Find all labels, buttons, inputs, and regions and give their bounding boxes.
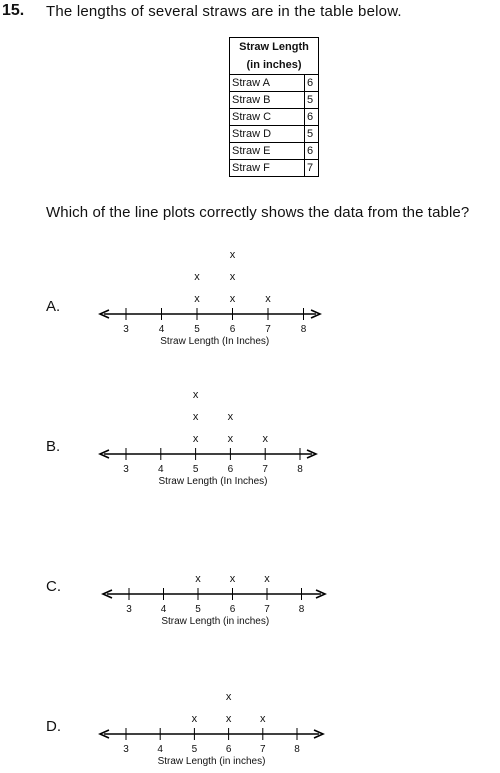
straw-value: 7 — [305, 160, 319, 177]
tick-label: 5 — [191, 744, 198, 755]
data-mark-x: x — [225, 713, 232, 725]
data-mark-x: x — [229, 249, 236, 261]
data-mark-x: x — [192, 411, 199, 423]
tick-label: 4 — [160, 604, 167, 615]
straw-name: Straw D — [230, 126, 305, 143]
data-mark-x: x — [260, 713, 266, 725]
tick-label: 6 — [225, 744, 232, 755]
tick-label: 8 — [300, 324, 307, 335]
data-mark-x: x — [192, 389, 199, 401]
question-number: 15. — [2, 2, 25, 19]
data-mark-x: x — [195, 573, 201, 585]
option-a-label[interactable]: A. — [46, 298, 61, 315]
line-plot-option-b[interactable] — [0, 380, 500, 495]
option-d-label[interactable]: D. — [46, 718, 61, 735]
tick-label: 4 — [158, 464, 164, 475]
data-mark-x: x — [192, 433, 199, 445]
tick-label: 3 — [123, 324, 129, 335]
tick-label: 7 — [262, 464, 268, 475]
table-header-line2: (in inches) — [246, 59, 302, 71]
question-text: The lengths of several straws are in the table below. — [46, 3, 402, 20]
straw-value: 6 — [305, 143, 319, 160]
table-header — [230, 38, 319, 75]
table-row — [230, 160, 319, 177]
tick-label: 5 — [192, 464, 199, 475]
data-mark-x: x — [194, 293, 200, 305]
table-row — [230, 126, 319, 143]
data-mark-x: x — [264, 573, 270, 585]
tick-label: 8 — [297, 464, 303, 475]
tick-label: 8 — [294, 744, 300, 755]
data-mark-x: x — [227, 433, 234, 445]
data-mark-x: x — [229, 271, 236, 283]
table-row — [230, 143, 319, 160]
straw-name: Straw A — [230, 75, 305, 92]
table-header-row — [230, 38, 319, 75]
straw-value: 5 — [305, 126, 319, 143]
axis-label: Straw Length (In Inches) — [160, 336, 270, 347]
axis-label: Straw Length (In Inches) — [158, 476, 268, 487]
straw-length-table — [229, 37, 319, 177]
tick-label: 3 — [126, 604, 132, 615]
data-mark-x: x — [262, 433, 268, 445]
data-mark-x: x — [227, 411, 234, 423]
data-mark-x: x — [225, 691, 232, 703]
tick-label: 7 — [265, 324, 271, 335]
tick-label: 8 — [298, 604, 305, 615]
data-mark-x: x — [229, 573, 236, 585]
straw-name: Straw C — [230, 109, 305, 126]
question-prompt: Which of the line plots correctly shows the data from the table? — [46, 204, 470, 221]
tick-label: 6 — [229, 604, 236, 615]
line-plot-option-a[interactable] — [0, 240, 500, 355]
straw-value: 6 — [305, 75, 319, 92]
tick-label: 6 — [229, 324, 236, 335]
straw-name: Straw F — [230, 160, 305, 177]
straw-name: Straw E — [230, 143, 305, 160]
axis-label: Straw Length (in inches) — [161, 616, 270, 627]
data-mark-x: x — [265, 293, 271, 305]
data-mark-x: x — [194, 271, 200, 283]
straw-name: Straw B — [230, 92, 305, 109]
straw-value: 5 — [305, 92, 319, 109]
tick-label: 5 — [195, 604, 201, 615]
tick-label: 5 — [194, 324, 200, 335]
table-row — [230, 109, 319, 126]
tick-label: 4 — [157, 744, 163, 755]
axis-label: Straw Length (in inches) — [157, 756, 266, 767]
tick-label: 3 — [123, 464, 129, 475]
straw-value: 6 — [305, 109, 319, 126]
table-header-line1: Straw Length — [239, 41, 309, 53]
option-c-label[interactable]: C. — [46, 578, 61, 595]
option-b-label[interactable]: B. — [46, 438, 61, 455]
line-plot-option-d[interactable] — [0, 660, 500, 773]
line-plot-option-c[interactable] — [0, 520, 500, 635]
tick-label: 7 — [260, 744, 266, 755]
table-row — [230, 92, 319, 109]
tick-label: 3 — [123, 744, 129, 755]
tick-label: 7 — [264, 604, 270, 615]
table-row — [230, 75, 319, 92]
data-mark-x: x — [191, 713, 198, 725]
data-mark-x: x — [229, 293, 236, 305]
tick-label: 4 — [158, 324, 165, 335]
tick-label: 6 — [227, 464, 234, 475]
